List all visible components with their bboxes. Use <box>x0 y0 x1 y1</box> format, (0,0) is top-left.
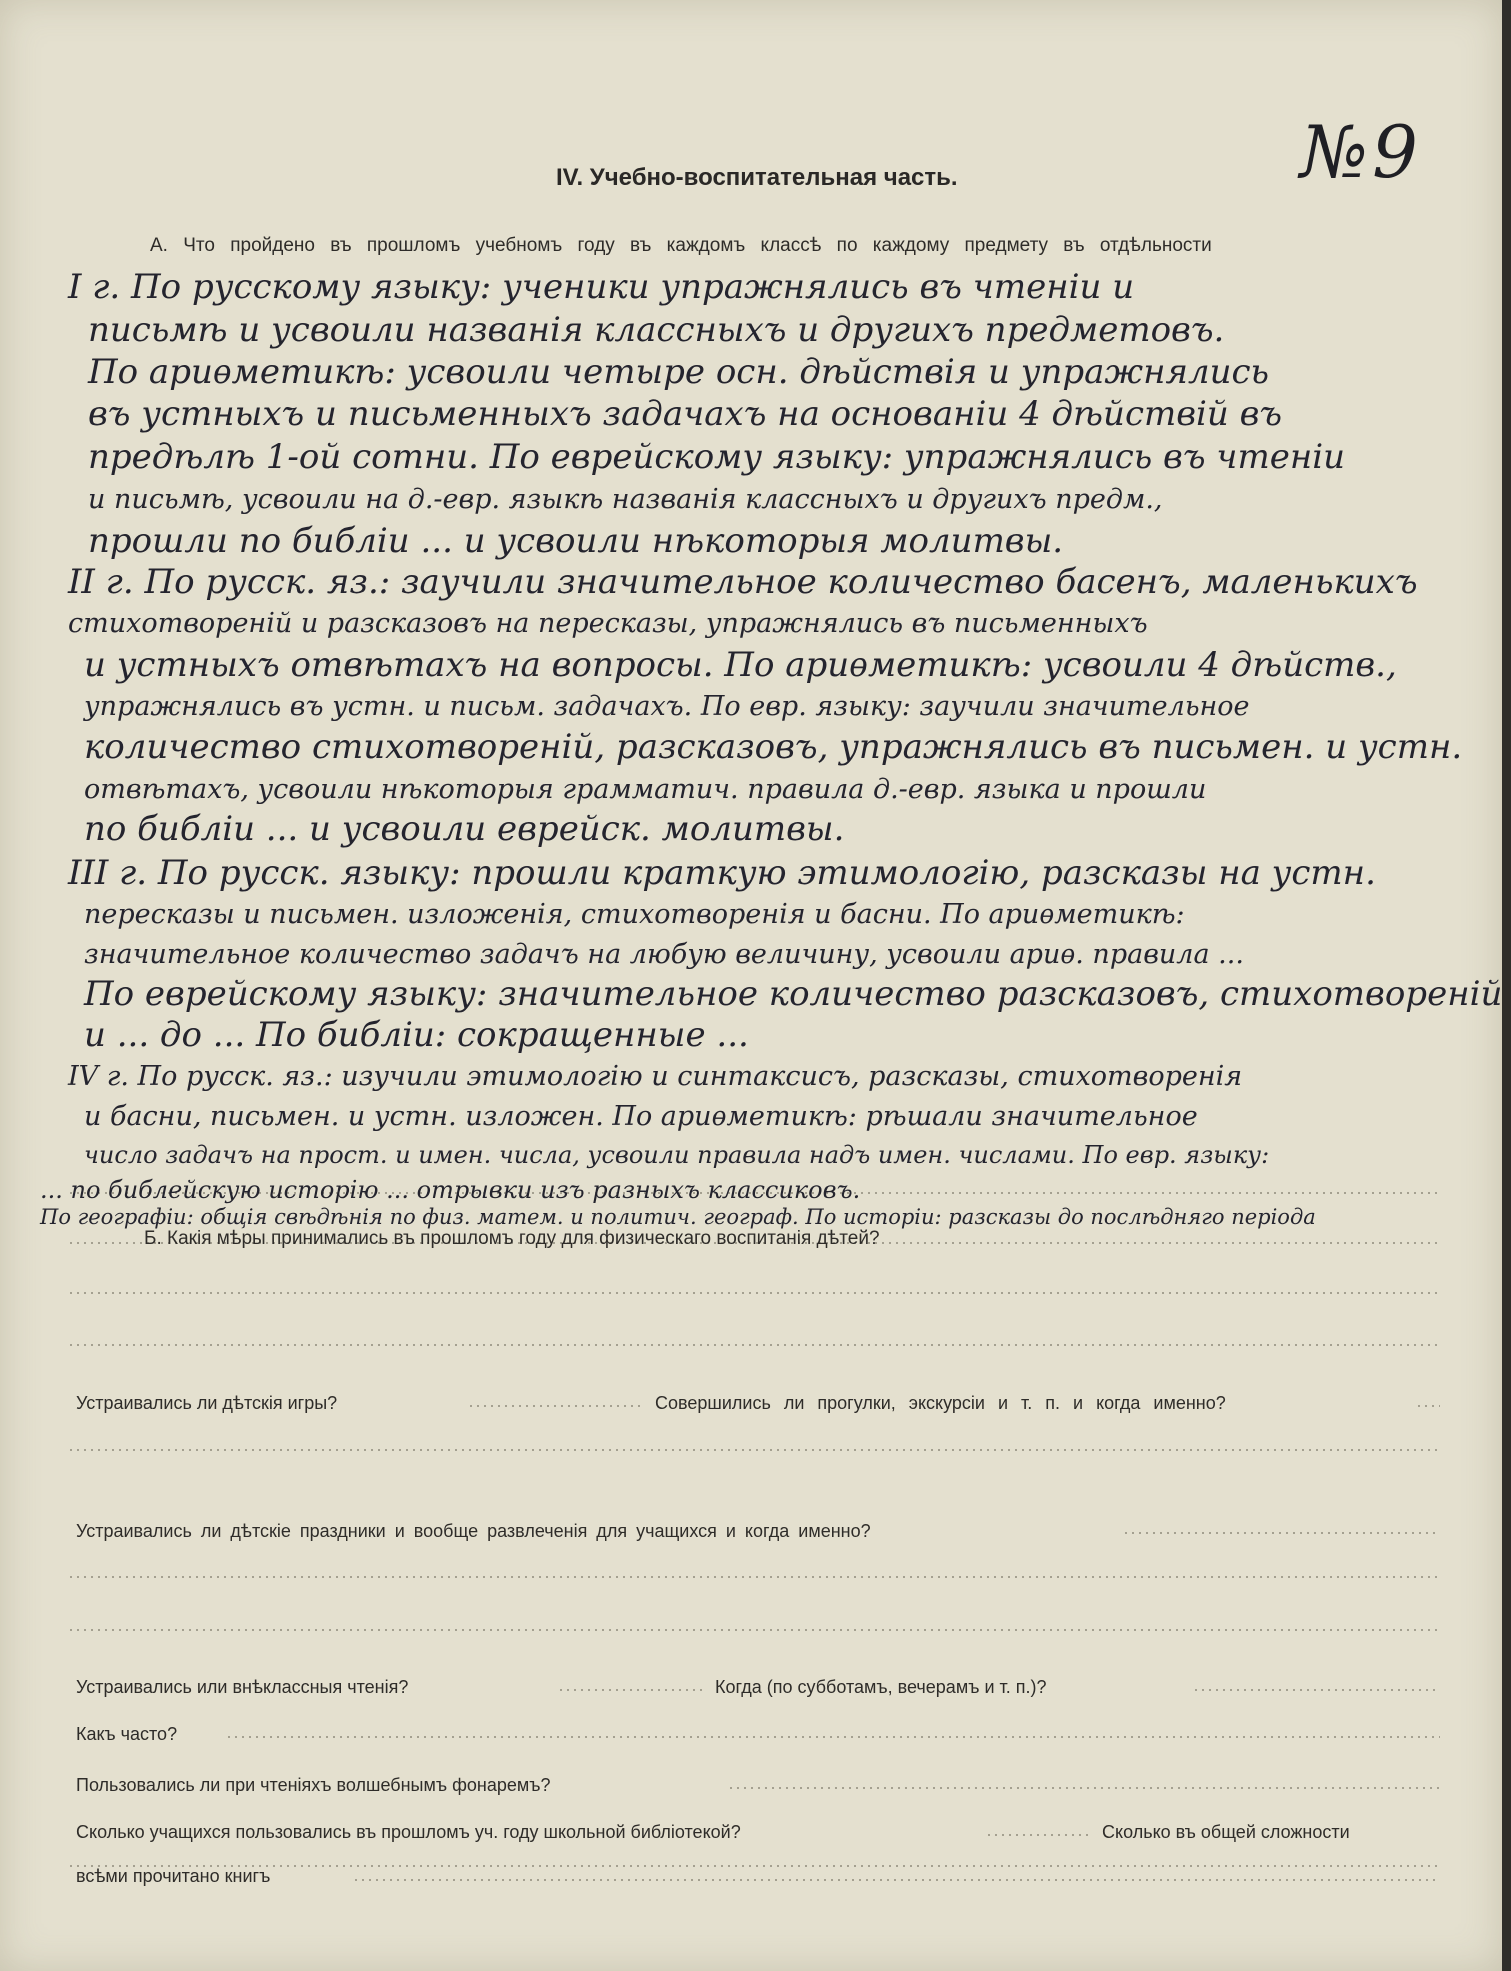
handwritten-line: стихотворенiй и разсказовъ на пересказы, упражнялись въ письменныхъ <box>68 608 1148 639</box>
question-walks: Совершились ли прогулки, экскурсiи и т. п. и когда именно? <box>655 1393 1226 1413</box>
question-readings: Устраивались или внѣклассныя чтенiя? <box>76 1677 409 1697</box>
question-when: Когда (по субботамъ, вечерамъ и т. п.)? <box>715 1677 1047 1697</box>
question-games: Устраивались ли дѣтскiя игры? <box>76 1393 338 1413</box>
handwritten-line: по библiи ... и усвоили еврейск. молитвы. <box>84 809 845 849</box>
handwritten-line: IV г. По русск. яз.: изучили этимологiю и синтаксисъ, разсказы, стихотворенiя <box>68 1061 1243 1092</box>
handwritten-line: письмѣ и усвоили названiя классныхъ и другихъ предметовъ. <box>88 310 1225 350</box>
page-number: №9 <box>1300 110 1422 194</box>
handwritten-line: и письмѣ, усвоили на д.-евр. языкѣ названiя классныхъ и другихъ предм., <box>88 484 1163 515</box>
handwritten-line: количество стихотворенiй, разсказовъ, упражнялись въ письмен. и устн. <box>84 727 1463 767</box>
question-how-often: Какъ часто? <box>76 1724 178 1744</box>
question-lantern: Пользовались ли при чтенiяхъ волшебнымъ фонаремъ? <box>76 1775 551 1795</box>
handwritten-line: и басни, письмен. и устн. изложен. По ариѳметикѣ: рѣшали значительное <box>84 1101 1198 1132</box>
handwritten-line: упражнялись въ устн. и письм. задачахъ. По евр. языку: заучили значительное <box>84 691 1250 722</box>
question-books: всѣми прочитано книгъ <box>76 1866 271 1886</box>
handwritten-line: прошли по библiи ... и усвоили нѣкоторыя молитвы. <box>88 521 1064 561</box>
handwritten-line: III г. По русск. языку: прошли краткую этимологiю, разсказы на устн. <box>68 853 1376 893</box>
handwritten-line: II г. По русск. яз.: заучили значительное количество басенъ, маленькихъ <box>68 562 1418 602</box>
handwritten-line: По ариѳметикѣ: усвоили четыре осн. дѣйствiя и упражнялись <box>88 352 1270 392</box>
section-title: IV. Учебно-воспитательная часть. <box>556 164 958 191</box>
handwritten-line: ... по библейскую исторiю ... отрывки изъ разныхъ классиковъ. <box>40 1176 861 1204</box>
question-holidays: Устраивались ли дѣтскiе праздники и вообще развлеченiя для учащихся и когда именно? <box>76 1521 871 1541</box>
handwritten-line: предѣлѣ 1-ой сотни. По еврейскому языку: упражнялись въ чтенiи <box>88 437 1345 477</box>
prompt-a: А. Что пройдено въ прошломъ учебномъ году въ каждомъ классѣ по каждому предмету въ отдѣльности <box>150 235 1212 256</box>
handwritten-line: пересказы и письмен. изложенiя, стихотворенiя и басни. По ариѳметикѣ: <box>84 899 1185 930</box>
handwritten-line: отвѣтахъ, усвоили нѣкоторыя грамматич. правила д.-евр. языка и прошли <box>84 774 1207 805</box>
prompt-b: Б. Какiя мѣры принимались въ прошломъ году для физическаго воспитанiя дѣтей? <box>144 1228 880 1249</box>
question-library: Сколько учащихся пользовались въ прошломъ уч. году школьной библiотекой? <box>76 1822 741 1842</box>
handwritten-line: число задачъ на прост. и имен. числа, усвоили правила надъ имен. числами. По евр. языку: <box>84 1141 1270 1169</box>
handwritten-line: и устныхъ отвѣтахъ на вопросы. По ариѳметикѣ: усвоили 4 дѣйств., <box>84 645 1397 685</box>
handwritten-line: значительное количество задачъ на любую величину, усвоили ариѳ. правила ... <box>84 939 1244 970</box>
handwritten-line: По географiи: общiя свѣдѣнiя по физ. матем. и политич. географ. По исторiи: разсказы до послѣдняго перiода <box>40 1205 1316 1229</box>
handwritten-line: въ устныхъ и письменныхъ задачахъ на основанiи 4 дѣйствiй въ <box>88 394 1283 434</box>
handwritten-line: и ... до ... По библiи: сокращенные ... <box>84 1015 749 1055</box>
question-total: Сколько въ общей сложности <box>1102 1822 1350 1842</box>
handwritten-line: I г. По русскому языку: ученики упражнялись въ чтенiи и <box>68 267 1135 307</box>
handwritten-line: По еврейскому языку: значительное количество разсказовъ, стихотворенiй <box>84 974 1503 1014</box>
